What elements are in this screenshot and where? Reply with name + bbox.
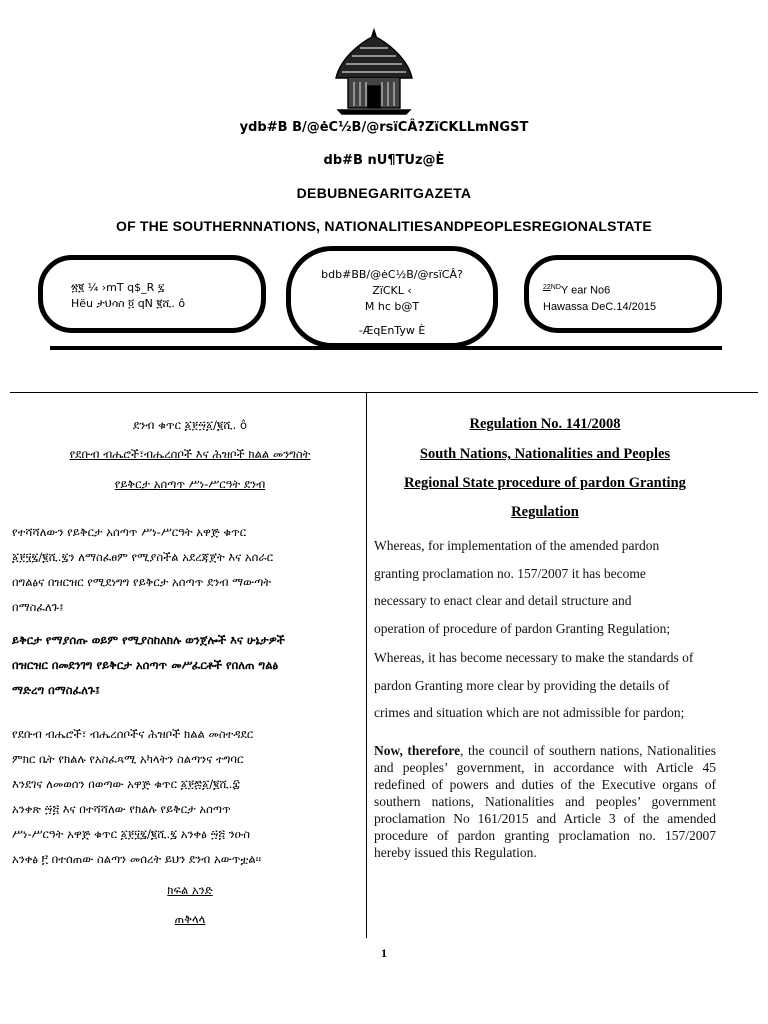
english-enactment [374, 742, 716, 861]
english-title-line-3: Regulation [511, 504, 579, 520]
amharic-p3-line: የደቡብ ብሔሮች፣ ብሔረሰቦችና ሕዝቦች ክልል መስተዳደር [12, 727, 254, 741]
amharic-regulation-number: ደንብ ቁጥር ፩፻፵፩/፪ሺ. ô [132, 418, 247, 432]
header-line-2: db#B nU¶TUz@È [323, 153, 445, 168]
amharic-p3-line: አንቀጽ ፵፭ እና በተሻሻለው የክልሉ የይቅርታ አሰጣጥ [12, 802, 231, 816]
english-preamble-2 [374, 644, 716, 727]
english-p2-line: pardon Granting more clear by providing the details of [374, 677, 670, 693]
amharic-p3-line: አንቀፅ ፫ በተሰጠው ስልጣን መሰረት ይህን ደንብ አውጥቷል፡፡ [12, 852, 262, 866]
english-p1-line: necessary to enact clear and detail structure and [374, 593, 632, 608]
amharic-p1-line: የተሻሻለውን የይቅርታ አሰጣጥ ሥነ-ሥርዓት አዋጅ ቁጥር [12, 525, 247, 539]
header-line-1: ydb#B B/@ėC½B/@rsïCÂ?ZïCKLLmNGST [239, 120, 529, 135]
amharic-title-line-2: የይቅርታ አሰጣጥ ሥነ-ሥርዓት ደንብ [114, 477, 266, 491]
publisher-box [286, 246, 498, 348]
year-number-label: Y ear No6 [560, 284, 611, 297]
amharic-title-line-1: የደቡብ ብሔሮች፣ብሔረሰቦች እና ሕዝቦች ክልል መንግስት [69, 447, 311, 461]
enactment-body: , the council of southern nations, Nationalities and peoples’ government, in accordance with Article 45 redefined of powers and duties of the Executive organs of southern nations, Nationalities and peoples’ government proclamation No 161/2015 and Article 3 of the amended procedure of pardon granting proclamation no. 157/2007 hereby issued this Regulation. [374, 743, 716, 860]
amharic-p2-line: ማድረግ በማስፈለጉ፤ [12, 683, 100, 697]
english-title-line-2: Regional State procedure of pardon Granting [404, 475, 686, 491]
issue-date-amharic: Hëu ታህሳስ ፬ qN ፪ሺ. ô [71, 297, 186, 310]
issue-info-box-english [524, 255, 722, 333]
gazette-emblem [328, 26, 420, 118]
amharic-preamble-1 [12, 520, 362, 620]
column-divider [366, 393, 367, 938]
amharic-p1-line: በግልፅና በዝርዝር የሚደነግግ የይቅርታ አሰጣጥ ደንብ ማውጣት [12, 575, 272, 589]
gazette-subtitle: OF THE SOUTHERNNATIONS, NATIONALITIESANDPEOPLESREGIONALSTATE [116, 218, 652, 234]
year-ordinal-suffix: ND [550, 284, 561, 291]
page-number: 1 [381, 946, 387, 960]
english-regulation-number: Regulation No. 141/2008 [469, 416, 621, 432]
issue-info-box-amharic [38, 255, 266, 333]
year-ordinal: 22 [543, 284, 551, 291]
amharic-p2-line: በዝርዝር በመደንገግ የይቅርታ አሰጣጥ መሥፈርቶች የበለጠ ግልፅ [12, 658, 279, 672]
amharic-p1-line: በማስፈለጉ፤ [12, 600, 64, 614]
amharic-part-one: ክፍል አንድ [167, 883, 213, 897]
english-p1-line: Whereas, for implementation of the amended pardon [374, 538, 660, 553]
publisher-line-1: bdb#BB/@ėC½B/@rsïCÂ?ZïCKL ‹ [321, 268, 463, 297]
amharic-enactment [12, 722, 362, 872]
amharic-general-heading: ጠቅላላ [174, 912, 206, 926]
english-preamble-1 [374, 532, 716, 642]
issue-year-amharic: ፳፪ ¼ ›mT q$_R ፯ [71, 281, 165, 294]
enactment-lead: Now, therefore [374, 743, 461, 758]
english-title-line-1: South Nations, Nationalities and Peoples [419, 446, 671, 462]
english-p2-line: Whereas, it has become necessary to make the standards of [374, 650, 694, 665]
issue-date-english: Hawassa DeC.14/2015 [543, 300, 657, 313]
amharic-preamble-2 [12, 628, 362, 703]
publisher-line-3: -ÆqEnTyw È [358, 324, 426, 337]
english-p1-line: granting proclamation no. 157/2007 it has become [374, 565, 646, 581]
header-rule [50, 346, 722, 350]
english-p2-line: crimes and situation which are not admissible for pardon; [374, 705, 685, 720]
amharic-p2-line: ይቅርታ የማያሰጡ ወይም የሚያስከለክሉ ወንጀሎች እና ሁኔታዎች [12, 633, 285, 647]
amharic-p1-line: ፩፻፶፯/፪ሺ.፯ን ለማስፈፀም የሚያስችል አደረጃጀት እና አሰራር [12, 550, 274, 564]
publisher-line-2: M hc b@T [364, 300, 420, 313]
amharic-p3-line: ምክር ቤት የክልሉ የአስፈጻሚ አካላትን ስልጣንና ተግባር [12, 752, 244, 766]
issue-year-english [543, 280, 656, 299]
amharic-p3-line: ሥነ-ሥርዓት አዋጅ ቁጥር ፩፻፶፯/፪ሺ.፯ አንቀፅ ፵፭ ንዑስ [12, 827, 250, 841]
column-top-rule [10, 392, 758, 393]
english-p1-line: operation of procedure of pardon Granting Regulation; [374, 620, 671, 636]
amharic-p3-line: እንደገና ለመወሰን በወጣው አዋጅ ቁጥር ፩፻፷፩/፪ሺ.፰ [12, 777, 240, 791]
gazette-title: DEBUBNEGARITGAZETA [296, 185, 472, 201]
